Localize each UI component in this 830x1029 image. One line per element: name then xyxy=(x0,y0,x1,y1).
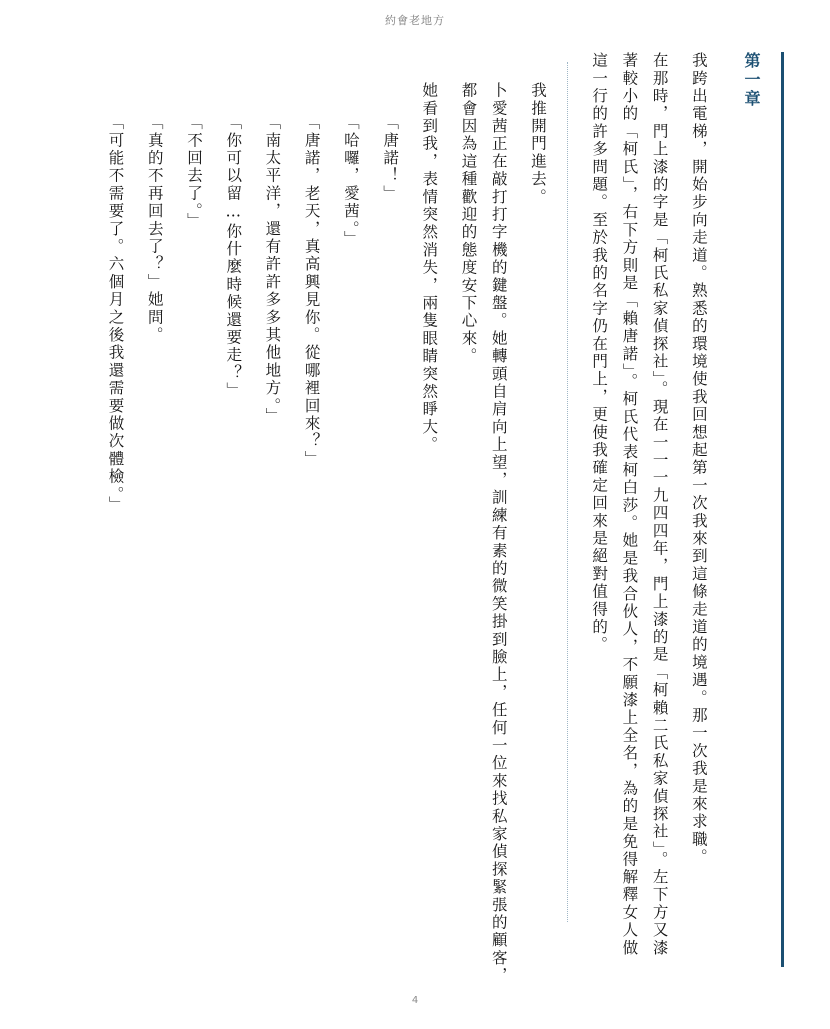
chapter-title: 第一章 xyxy=(742,52,761,109)
column-divider xyxy=(567,62,569,922)
paragraph: 我推開門進去。 xyxy=(528,82,547,206)
paragraph: 她看到我，表情突然消失，兩隻眼睛突然睜大。 xyxy=(420,82,439,454)
paragraph: 「南太平洋，還有許許多多其他地方。」 xyxy=(263,114,282,425)
paragraph: 「唐諾！」 xyxy=(381,114,400,203)
paragraph: 「唐諾，老天，真高興見你。從哪裡回來？」 xyxy=(302,114,321,468)
paragraph: 卜愛茜正在敲打打字機的鍵盤。她轉頭自肩向上望，訓練有素的微笑掛到臉上，任何一位來找私家偵探緊張的顧客，都會因為這種歡迎的態度安下心來。 xyxy=(459,82,508,985)
paragraph: 我跨出電梯，開始步向走道。熟悉的環境使我回想起第一次我來到這條走道的境遇。那一次我是來求職。 xyxy=(689,52,708,867)
paragraph: 「不回去了。」 xyxy=(184,114,203,231)
page-number: 4 xyxy=(411,995,419,1006)
paragraph: 「哈囉，愛茜。」 xyxy=(341,114,360,248)
paragraph: 「可能不需要了。六個月之後我還需要做次體檢。」 xyxy=(106,114,125,514)
paragraph: 在那時，門上漆的字是「柯氏私家偵探社」。現在一一一九四四年，門上漆的是「柯賴二氏私家偵探社」。左下方又漆著較小的「柯氏」，右下方則是「賴唐諾」。柯氏代表柯白莎。她是我合伙人，不願漆上全名，為的是免得解釋女人做這一行的許多問題。至於我的名字仍在門上，更使我確定回來是絕對值得的。 xyxy=(590,52,669,957)
running-head: 約會老地方 xyxy=(385,14,445,27)
vertical-text-body xyxy=(46,52,784,985)
chapter-rule xyxy=(781,52,784,967)
paragraph: 「真的不再回去了？」她問。 xyxy=(145,114,164,345)
paragraph: 「你可以留…你什麼時候還要走？」 xyxy=(224,114,243,400)
